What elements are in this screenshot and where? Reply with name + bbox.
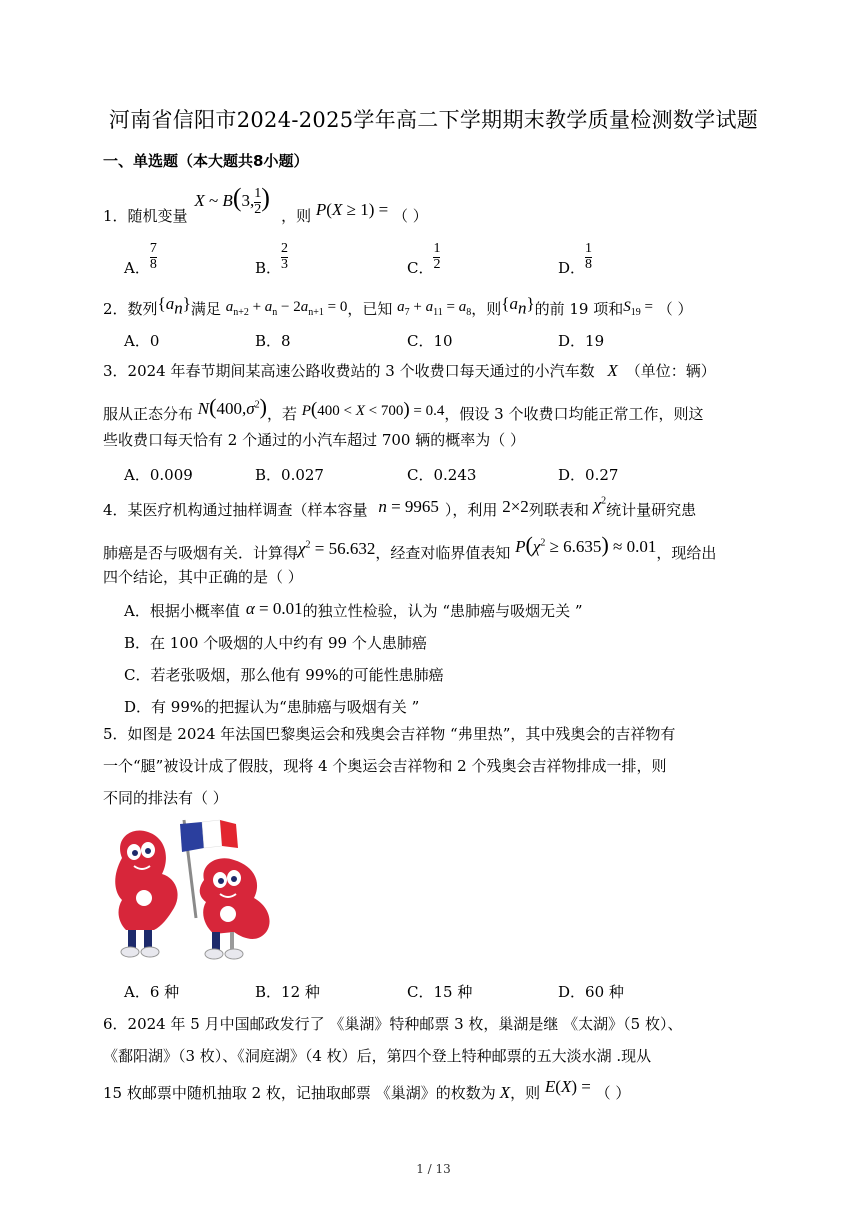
q2-recurrence: $a_{n+2} + a_n - 2a_{n+1} = 0$ (225, 299, 348, 318)
q1-text: 1．随机变量 (103, 207, 188, 225)
q3-normal: $N(400,\sigma^2)$ (197, 394, 267, 419)
q5-option-c: C．15 种 (407, 983, 473, 1001)
question-4-line-1: 4．某医疗机构通过抽样调查（样本容量 n = 9965 ），利用 2×2列联表和 $\chi^2$统计量研究患 (103, 495, 697, 519)
section-heading: 一、单选题（本大题共8小题） (103, 152, 309, 170)
q1-option-d: D． $\frac{1}{8}$ (558, 241, 593, 278)
question-6-line-2: 《鄱阳湖》（3 枚）、《洞庭湖》（4 枚）后，第四个登上特种邮票的五大淡水湖 .现从 (103, 1047, 652, 1065)
question-3-line-3: 些收费口每天恰有 2 个通过的小汽车超过 700 辆的概率为（ ） (103, 431, 526, 449)
q4-option-a: A．根据小概率值 α = 0.01的独立性检验，认为 “患肺癌与吸烟无关 ” (124, 599, 583, 620)
q2-option-c: C．10 (407, 332, 453, 350)
q4-alpha: α = 0.01 (245, 599, 303, 618)
q3-probability: P(400 < X < 700) = 0.4 (301, 399, 445, 420)
q1-fraction-a: $\frac{7}{8}$ (149, 241, 157, 272)
question-3-line-1: 3．2024 年春节期间某高速公路收费站的 3 个收费口每天通过的小汽车数 X （单位：辆） (103, 361, 716, 380)
q5-option-b: B．12 种 (255, 983, 320, 1001)
q4-chi-value: $\chi^2 = 56.632$ (298, 539, 376, 558)
q5-option-d: D．60 种 (558, 983, 624, 1001)
q4-option-c: C．若老张吸烟，那么他有 99%的可能性患肺癌 (124, 666, 444, 684)
question-5-line-2: 一个“腿”被设计成了假肢，现将 4 个奥运会吉祥物和 2 个残奥会吉祥物排成一排，则 (103, 757, 667, 775)
q2-sequence: $\{a_n\}$ (157, 294, 191, 318)
question-6-line-1: 6．2024 年 5 月中国邮政发行了 《巢湖》特种邮票 3 枚，巢湖是继 《太湖》（5 枚）、 (103, 1015, 683, 1033)
q3-variable: X (607, 361, 618, 380)
q2-option-a: A．0 (124, 332, 160, 350)
q2-sum: $S_{19}$ = (623, 299, 653, 318)
q1-fraction-b: $\frac{2}{3}$ (281, 241, 289, 272)
q4-table-size: 2×2 (502, 497, 529, 516)
q2-option-d: D．19 (558, 332, 605, 350)
page-title: 河南省信阳市2024-2025学年高二下学期期末教学质量检测数学试题 (108, 108, 759, 132)
q3-option-d: D．0.27 (558, 466, 619, 484)
q1-probability: P(X ≥ 1) = (315, 200, 389, 219)
question-4-line-3: 四个结论，其中正确的是（ ） (103, 568, 303, 586)
question-2: 2．数列$\{a_n\}$满足 $a_{n+2} + a_n - 2a_{n+1} = 0$，已知 $a_7 + a_{11} = a_8$，则$\{a_n\}$的前 19 项和$S_{19}$ = （ ） (103, 294, 693, 318)
q4-option-d: D．有 99%的把握认为“患肺癌与吸烟有关 ” (124, 698, 420, 716)
olympic-mascot (115, 830, 177, 957)
question-5-line-3: 不同的排法有（ ） (103, 789, 228, 807)
q6-variable: X (499, 1083, 511, 1102)
q1-distribution: X ~ B(3, $\frac{1}{2}$ ) (194, 183, 270, 217)
q1-option-a: A． $\frac{7}{8}$ (124, 241, 157, 278)
q2-text: 2．数列 (103, 300, 158, 318)
q1-blank: （ ） (392, 207, 428, 225)
paralympic-mascot (200, 858, 270, 959)
question-1 (103, 183, 428, 225)
q3-option-c: C．0.243 (407, 466, 477, 484)
q1-option-b: B． $\frac{2}{3}$ (255, 241, 289, 278)
question-3-line-2: 服从正态分布 $N(400,\sigma^2)$，若 P(400 < X < 700) = 0.4，假设 3 个收费口均能正常工作，则这 (103, 394, 704, 423)
q4-option-b: B．在 100 个吸烟的人中约有 99 个人患肺癌 (124, 634, 427, 652)
q2-condition: $a_7 + a_{11} = a_8$ (397, 299, 472, 318)
q3-option-b: B．0.027 (255, 466, 324, 484)
q5-option-a: A．6 种 (124, 983, 180, 1001)
q1-fraction-c: $\frac{1}{2}$ (433, 241, 441, 272)
mascot-illustration (104, 818, 279, 963)
q4-sample-size: n = 9965 (378, 497, 439, 516)
question-6-line-3: 15 枚邮票中随机抽取 2 枚，记抽取邮票 《巢湖》的枚数为 X，则 E(X) = （ ） (103, 1077, 631, 1102)
question-4-line-2: 肺癌是否与吸烟有关．计算得$\chi^2 = 56.632$，经查对临界值表知 $P(\chi^2 \ge 6.635) \approx 0.01$，现给出 (103, 532, 717, 562)
q1-text-then: ，则 (281, 207, 312, 225)
q1-fraction-d: $\frac{1}{8}$ (585, 241, 593, 272)
q4-critical: $P(\chi^2 \ge 6.635) \approx 0.01$ (515, 532, 657, 557)
q2-sequence-2: $\{a_n\}$ (501, 294, 535, 318)
q3-option-a: A．0.009 (124, 466, 193, 484)
q2-option-b: B．8 (255, 332, 291, 350)
question-5-line-1: 5．如图是 2024 年法国巴黎奥运会和残奥会吉祥物 “弗里热”，其中残奥会的吉祥物有 (103, 725, 676, 743)
page-number: 1 / 13 (416, 1162, 451, 1176)
q1-option-c: C． $\frac{1}{2}$ (407, 241, 441, 278)
q4-chi: $\chi^2$ (593, 495, 607, 514)
q6-expectation: E(X) = (544, 1077, 591, 1096)
